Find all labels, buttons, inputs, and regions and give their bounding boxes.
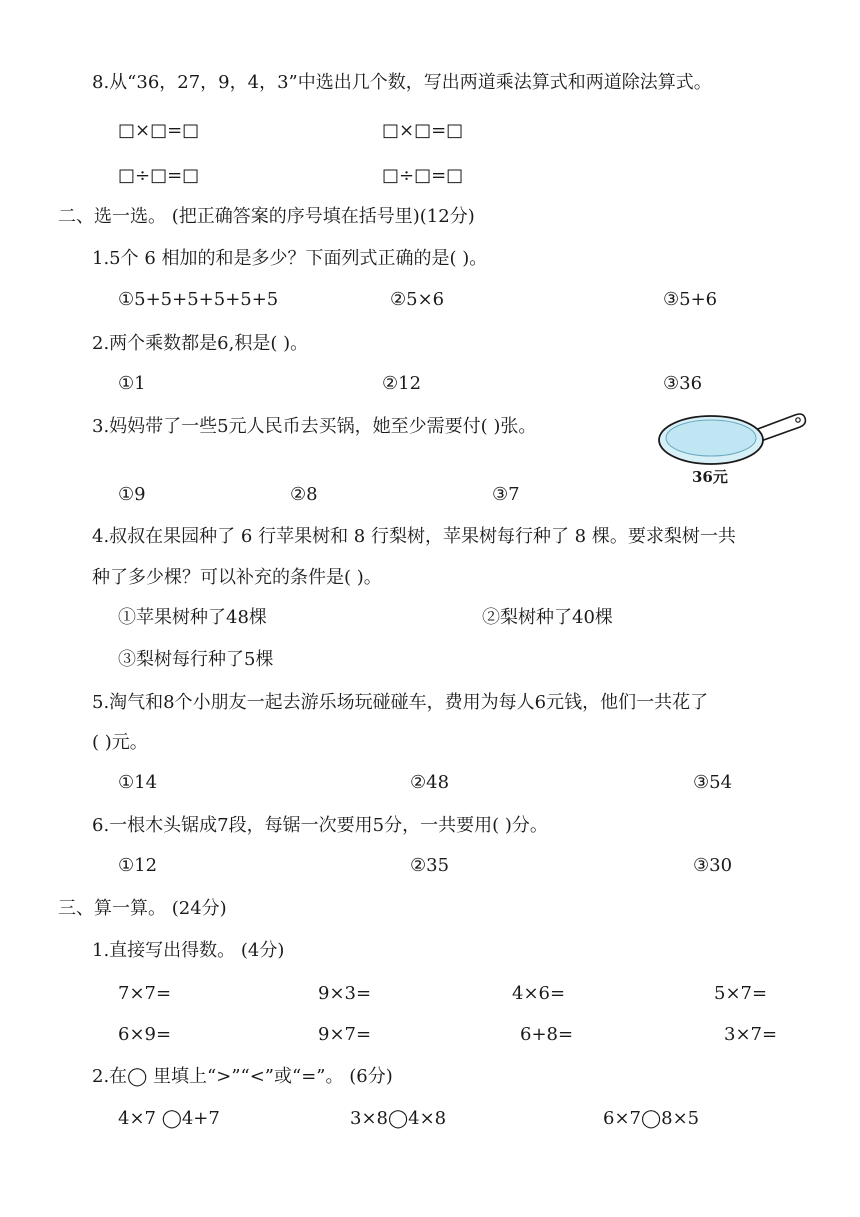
s3-q1-calc[interactable]: 6×9= [118,1024,172,1045]
s2-q4-option-2[interactable]: ②梨树种了40棵 [482,607,613,628]
s3-q2-prompt: 2.在◯ 里填上“>”“<”或“=”。 (6分) [92,1066,393,1087]
s2-q5-option-1[interactable]: ①14 [118,772,158,793]
s2-q4-option-3[interactable]: ③梨树每行种了5棵 [118,649,274,670]
section2-title: 二、选一选。 (把正确答案的序号填在括号里)(12分) [58,206,475,227]
s2-q5-prompt-line2: ( )元。 [92,732,148,753]
s2-q6-prompt: 6.一根木头锯成7段，每锯一次要用5分，一共要用( )分。 [92,815,548,836]
pan-price-label: 36元 [692,468,728,486]
frying-pan-icon [655,408,815,493]
section3-title: 三、算一算。 (24分) [58,898,227,919]
s2-q4-prompt-line1: 4.叔叔在果园种了 6 行苹果树和 8 行梨树，苹果树每行种了 8 棵。要求梨树一共 [92,526,736,547]
s2-q2-prompt: 2.两个乘数都是6,积是( )。 [92,333,309,354]
s2-q5-option-2[interactable]: ②48 [410,772,450,793]
s3-q1-calc[interactable]: 3×7= [724,1024,778,1045]
s2-q6-option-1[interactable]: ①12 [118,855,158,876]
s2-q4-prompt-line2: 种了多少棵？可以补充的条件是( )。 [92,567,382,588]
s2-q1-option-1[interactable]: ①5+5+5+5+5+5 [118,289,279,310]
s2-q3-option-1[interactable]: ①9 [118,484,146,505]
s2-q1-option-3[interactable]: ③5+6 [663,289,718,310]
q8-multiplication-blank-2[interactable]: □×□=□ [382,120,464,141]
s3-q1-calc[interactable]: 5×7= [714,983,768,1004]
s3-q1-calc[interactable]: 9×3= [318,983,372,1004]
s2-q3-option-3[interactable]: ③7 [492,484,520,505]
s2-q5-option-3[interactable]: ③54 [693,772,733,793]
s3-q1-calc[interactable]: 4×6= [512,983,566,1004]
s3-q1-calc[interactable]: 9×7= [318,1024,372,1045]
q8-division-blank-2[interactable]: □÷□=□ [382,165,464,186]
s3-q2-compare-item[interactable]: 4×7 ◯4+7 [118,1108,220,1129]
s2-q2-option-1[interactable]: ①1 [118,373,146,394]
s2-q3-option-2[interactable]: ②8 [290,484,318,505]
s3-q1-prompt: 1.直接写出得数。 (4分) [92,940,285,961]
s2-q6-option-2[interactable]: ②35 [410,855,450,876]
s2-q5-prompt-line1: 5.淘气和8个小朋友一起去游乐场玩碰碰车，费用为每人6元钱，他们一共花了 [92,692,709,713]
s2-q1-option-2[interactable]: ②5×6 [390,289,445,310]
s2-q4-option-1[interactable]: ①苹果树种了48棵 [118,607,267,628]
s3-q2-compare-item[interactable]: 3×8◯4×8 [350,1108,447,1129]
q8-multiplication-blank-1[interactable]: □×□=□ [118,120,200,141]
s2-q6-option-3[interactable]: ③30 [693,855,733,876]
q8-prompt: 8.从“36，27，9，4，3”中选出几个数，写出两道乘法算式和两道除法算式。 [92,72,712,93]
s3-q2-compare-item[interactable]: 6×7◯8×5 [603,1108,700,1129]
s2-q2-option-2[interactable]: ②12 [382,373,422,394]
q8-division-blank-1[interactable]: □÷□=□ [118,165,200,186]
s3-q1-calc[interactable]: 6+8= [520,1024,574,1045]
s2-q3-prompt: 3.妈妈带了一些5元人民币去买锅，她至少需要付( )张。 [92,416,537,437]
s2-q1-prompt: 1.5个 6 相加的和是多少？下面列式正确的是( )。 [92,248,488,269]
s2-q2-option-3[interactable]: ③36 [663,373,703,394]
s3-q1-calc[interactable]: 7×7= [118,983,172,1004]
